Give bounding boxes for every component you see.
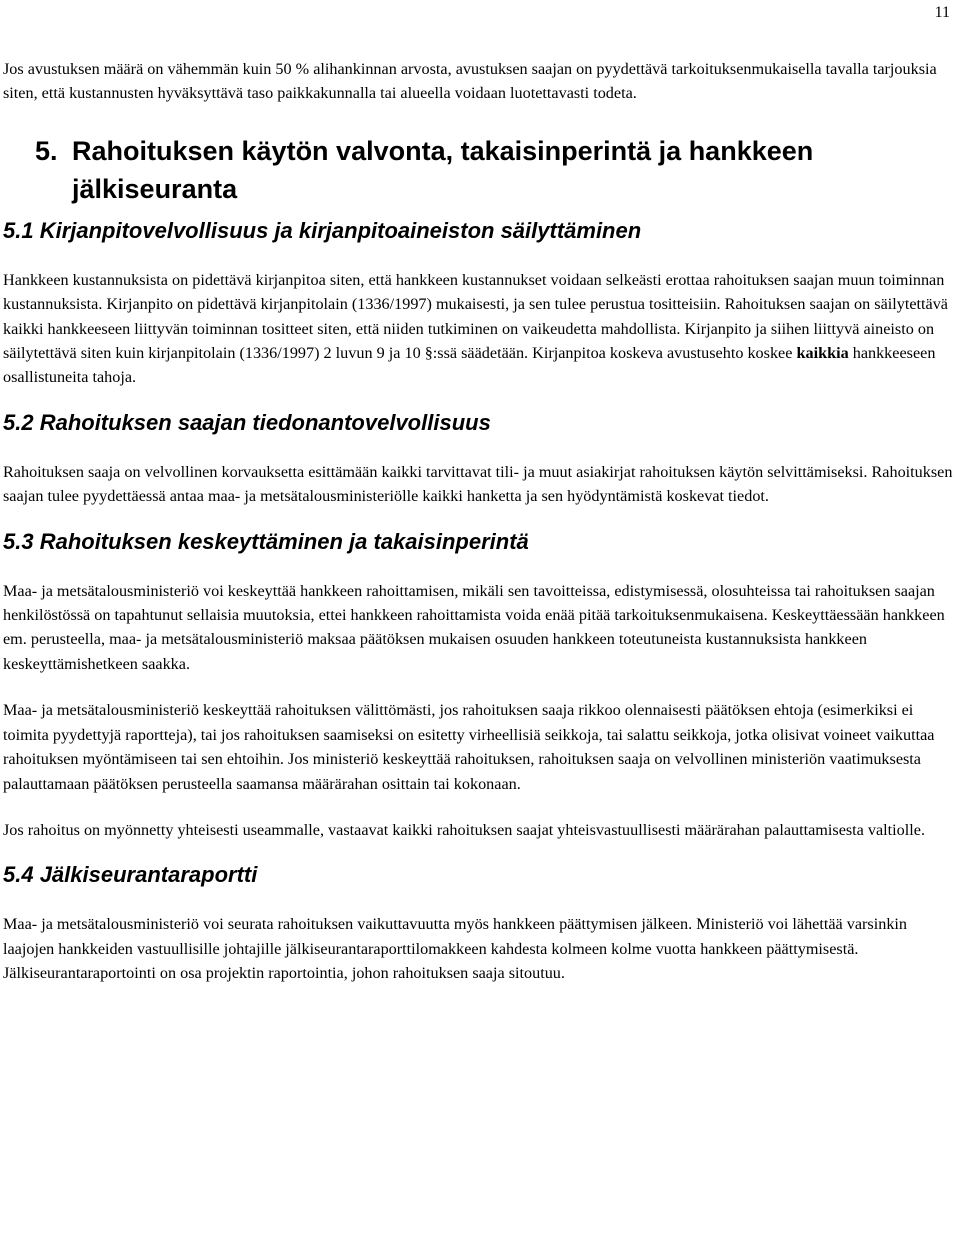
section-5-3-heading: 5.3 Rahoituksen keskeyttäminen ja takaisinperintä [3,528,529,554]
section-5-1-text: Hankkeen kustannuksista on pidettävä kirjanpitoa siten, että hankkeen kustannukset voidaan selkeästi erottaa rahoituksen saajan muun toiminnan kustannuksista. Kirjanpito on pidettävä kirjanpitolain (1336/1997) mukaisesti, ja sen tulee perustua tositteisiin. Rahoituksen saajan on säilytettävä kaikki hankkeeseen liittyvän toiminnan tositteet siten, että niiden tutkiminen on vaikeudetta mahdollista. Kirjanpito ja siihen liittyvä aineisto on säilytettävä siten kuin kirjanpitolain (1336/1997) 2 luvun 9 ja 10 §:ssä säädetään. Kirjanpitoa koskeva avustusehto koskee [3,270,948,363]
section-5-heading [3,132,953,208]
document-body [3,57,953,986]
section-5-2-heading: 5.2 Rahoituksen saajan tiedonantovelvollisuus [3,409,491,435]
section-5-4-paragraph: Maa- ja metsätalousministeriö voi seurata rahoituksen vaikuttavuutta myös hankkeen päättymisen jälkeen. Ministeriö voi lähettää varsinkin laajojen hankkeiden vastuullisille johtajille jälkiseurantaraporttilomakkeen kahdesta kolmeen kolme vuotta hankkeen päättymisestä. Jälkiseurantaraportointi on osa projektin raportointia, johon rahoituksen saaja sitoutuu. [3,915,908,983]
section-5-number: 5. [35,135,58,166]
page-number: 11 [934,4,950,21]
section-5-4-heading: 5.4 Jälkiseurantaraportti [3,862,258,888]
section-5-1-heading: 5.1 Kirjanpitovelvollisuus ja kirjanpitoaineiston säilyttäminen [3,217,642,243]
section-5-2-paragraph: Rahoituksen saaja on velvollinen korvauksetta esittämään kaikki tarvittavat tili- ja muut asiakirjat rahoituksen käytön selvittämiseksi. Rahoituksen saajan tulee pyydettäessä antaa maa- ja metsätalousministeriölle kaikki hanketta ja sen hyödyntämistä koskevat tiedot. [3,462,953,506]
intro-paragraph: Jos avustuksen määrä on vähemmän kuin 50 % alihankinnan arvosta, avustuksen saajan on pyydettävä tarkoituksenmukaisella tavalla tarjouksia siten, että kustannusten hyväksyttävä taso paikkakunnalla tai alueella voidaan luotettavasti todeta. [3,60,937,103]
section-5-3-paragraph-2: Maa- ja metsätalousministeriö keskeyttää rahoituksen välittömästi, jos rahoituksen saaja rikkoo olennaisesti päätöksen ehtoja (esimerkiksi ei toimita pyydettyjä raportteja), tai jos rahoituksen saamiseksi on esitetty virheellisiä seikkoja, tai salattu seikkoja, jotka olisivat voineet vaikuttaa rahoituksen myöntämiseen tai sen ehtoihin. Jos ministeriö keskeyttää rahoituksen, rahoituksen saaja on velvollinen ministeriön vaatimuksesta palauttamaan päätöksen perusteella saamansa määrärahan osittain tai kokonaan. [3,701,935,793]
section-5-1-text-end: hankkeeseen osallistuneita tahoja. [3,344,936,387]
section-5-1-paragraph [3,268,953,390]
section-5-1-bold: kaikkia [796,344,849,363]
section-5-title: Rahoituksen käytön valvonta, takaisinperintä ja hankkeen jälkiseuranta [72,135,814,204]
section-5-3-paragraph-3: Jos rahoitus on myönnetty yhteisesti useammalle, vastaavat kaikki rahoituksen saajat yhteisvastuullisesti määrärahan palauttamisesta valtiolle. [3,820,925,839]
section-5-3-paragraph-1: Maa- ja metsätalousministeriö voi keskeyttää hankkeen rahoittamisen, mikäli sen tavoitteissa, edistymisessä, olosuhteissa tai rahoituksen saajan henkilöstössä on tapahtunut sellaisia muutoksia, ettei hankkeen rahoittamista voida enää pitää tarkoituksenmukaisena. Keskeyttäessään hankkeen em. perusteella, maa- ja metsätalousministeriö maksaa päätöksen mukaisen osuuden hankkeen toteutuneista kustannuksista hankkeen keskeyttämishetkeen saakka. [3,581,945,673]
